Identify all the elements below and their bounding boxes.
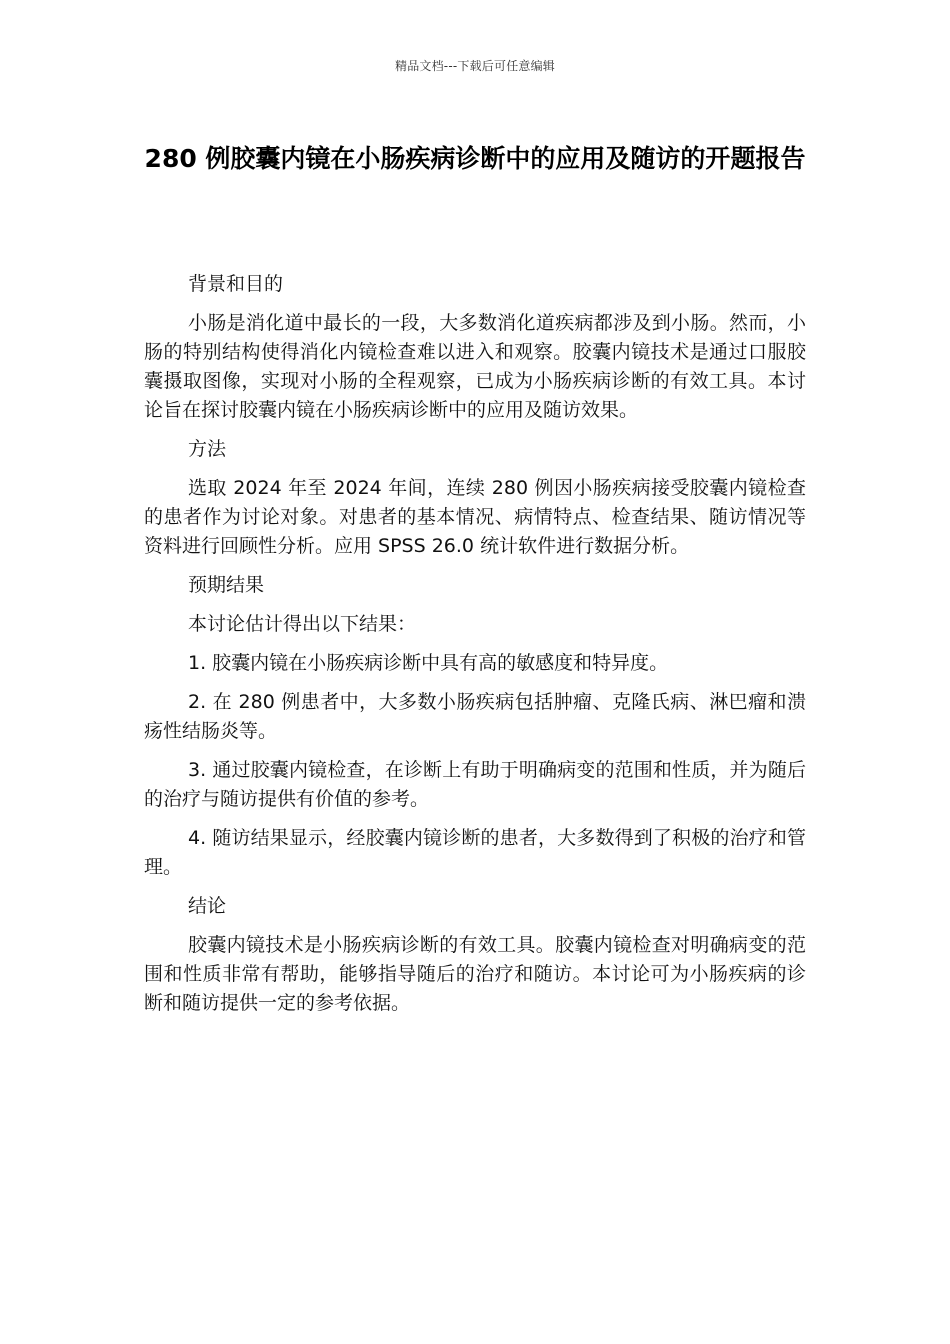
section-heading-background: 背景和目的 (188, 273, 284, 295)
results-list-item: 4. 随访结果显示，经胶囊内镜诊断的患者，大多数得到了积极的治疗和管理。 (144, 827, 806, 878)
section-heading-results: 预期结果 (188, 574, 265, 596)
document-title: 280 例胶囊内镜在小肠疾病诊断中的应用及随访的开题报告 (144, 144, 806, 173)
results-list-item: 3. 通过胶囊内镜检查，在诊断上有助于明确病变的范围和性质，并为随后的治疗与随访提供有价值的参考。 (144, 759, 806, 810)
document-body (144, 270, 806, 1028)
method-paragraph: 选取 2024 年至 2024 年间，连续 280 例因小肠疾病接受胶囊内镜检查的患者作为讨论对象。对患者的基本情况、病情特点、检查结果、随访情况等资料进行回顾性分析。应用 SPSS 26.0 统计软件进行数据分析。 (144, 477, 806, 557)
results-list-item: 2. 在 280 例患者中，大多数小肠疾病包括肿瘤、克隆氏病、淋巴瘤和溃疡性结肠炎等。 (144, 691, 806, 742)
conclusion-paragraph: 胶囊内镜技术是小肠疾病诊断的有效工具。胶囊内镜检查对明确病变的范围和性质非常有帮助，能够指导随后的治疗和随访。本讨论可为小肠疾病的诊断和随访提供一定的参考依据。 (144, 934, 806, 1014)
background-paragraph: 小肠是消化道中最长的一段，大多数消化道疾病都涉及到小肠。然而，小肠的特别结构使得消化内镜检查难以进入和观察。胶囊内镜技术是通过口服胶囊摄取图像，实现对小肠的全程观察，已成为小肠疾病诊断的有效工具。本讨论旨在探讨胶囊内镜在小肠疾病诊断中的应用及随访效果。 (144, 312, 806, 421)
section-heading-conclusion: 结论 (188, 895, 227, 917)
results-intro-paragraph: 本讨论估计得出以下结果： (188, 613, 417, 635)
section-heading-method: 方法 (188, 438, 227, 460)
results-list-item: 1. 胶囊内镜在小肠疾病诊断中具有高的敏感度和特异度。 (188, 652, 669, 674)
page-header-note: 精品文档---下载后可任意编辑 (395, 59, 555, 73)
